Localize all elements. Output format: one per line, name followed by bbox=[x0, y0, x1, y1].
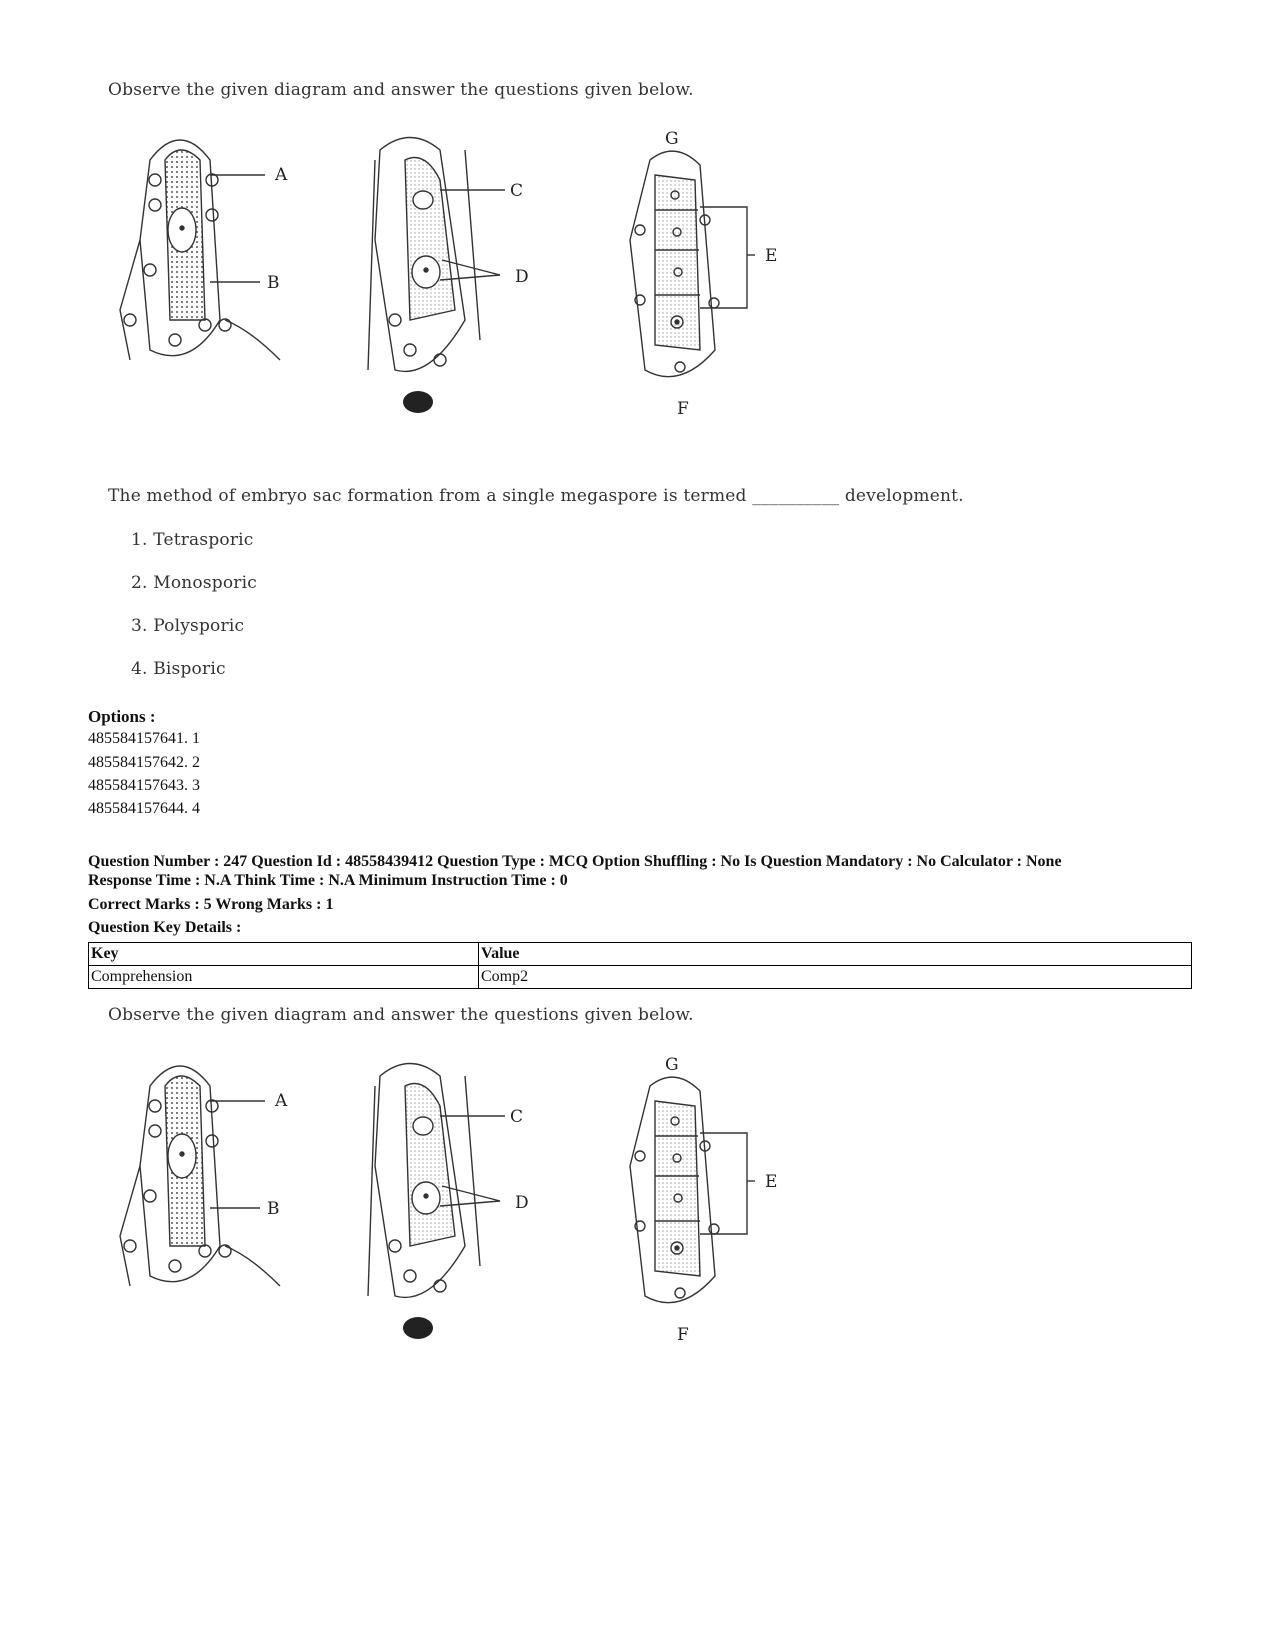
figure-megaspore bbox=[368, 138, 505, 372]
cell-key: Comprehension bbox=[89, 966, 479, 989]
label-b: B bbox=[267, 273, 280, 293]
cell-value: Comp2 bbox=[479, 966, 1192, 989]
figure-archesporium bbox=[120, 140, 280, 360]
figure-tetrad bbox=[630, 151, 755, 377]
option-3: 485584157643. 3 bbox=[88, 777, 200, 794]
table-header-row bbox=[89, 943, 1192, 966]
label-f-2: F bbox=[677, 1325, 689, 1345]
option-2: 485584157642. 2 bbox=[88, 754, 200, 771]
table-row bbox=[89, 966, 1192, 989]
options-heading: Options : bbox=[88, 707, 156, 726]
label-c-2: C bbox=[510, 1107, 524, 1127]
instruction-text: Observe the given diagram and answer the questions given below. bbox=[108, 80, 694, 100]
key-details-heading: Question Key Details : bbox=[88, 919, 242, 936]
marks-line: Correct Marks : 5 Wrong Marks : 1 bbox=[88, 896, 334, 913]
choice-4: 4. Bisporic bbox=[131, 659, 226, 679]
header-value: Value bbox=[479, 943, 1192, 966]
label-e-2: E bbox=[765, 1172, 778, 1192]
choice-3: 3. Polysporic bbox=[131, 616, 245, 636]
label-f: F bbox=[677, 399, 689, 419]
label-g-2: G bbox=[665, 1055, 679, 1075]
key-details-table bbox=[88, 942, 1192, 989]
question-text: The method of embryo sac formation from a single megaspore is termed __________ development. bbox=[108, 486, 964, 506]
instruction-text-2: Observe the given diagram and answer the questions given below. bbox=[108, 1005, 694, 1025]
label-e: E bbox=[765, 246, 778, 266]
question-meta-line2: Response Time : N.A Think Time : N.A Minimum Instruction Time : 0 bbox=[88, 872, 568, 889]
option-1: 485584157641. 1 bbox=[88, 730, 200, 747]
question-meta-line1: Question Number : 247 Question Id : 48558439412 Question Type : MCQ Option Shuffling : No Is Question Mandatory : No Calculator : None bbox=[88, 853, 1062, 870]
choice-2: 2. Monosporic bbox=[131, 573, 257, 593]
label-d-2: D bbox=[515, 1193, 529, 1213]
label-c: C bbox=[510, 181, 524, 201]
header-key: Key bbox=[89, 943, 479, 966]
label-g: G bbox=[665, 129, 679, 149]
option-4: 485584157644. 4 bbox=[88, 800, 200, 817]
label-a-2: A bbox=[275, 1091, 288, 1111]
embryo-sac-diagram-2 bbox=[110, 1046, 830, 1366]
label-b-2: B bbox=[267, 1199, 280, 1219]
embryo-sac-diagram bbox=[110, 120, 830, 440]
dark-spot bbox=[403, 391, 433, 413]
label-a: A bbox=[275, 165, 288, 185]
label-d: D bbox=[515, 267, 529, 287]
choice-1: 1. Tetrasporic bbox=[131, 530, 254, 550]
